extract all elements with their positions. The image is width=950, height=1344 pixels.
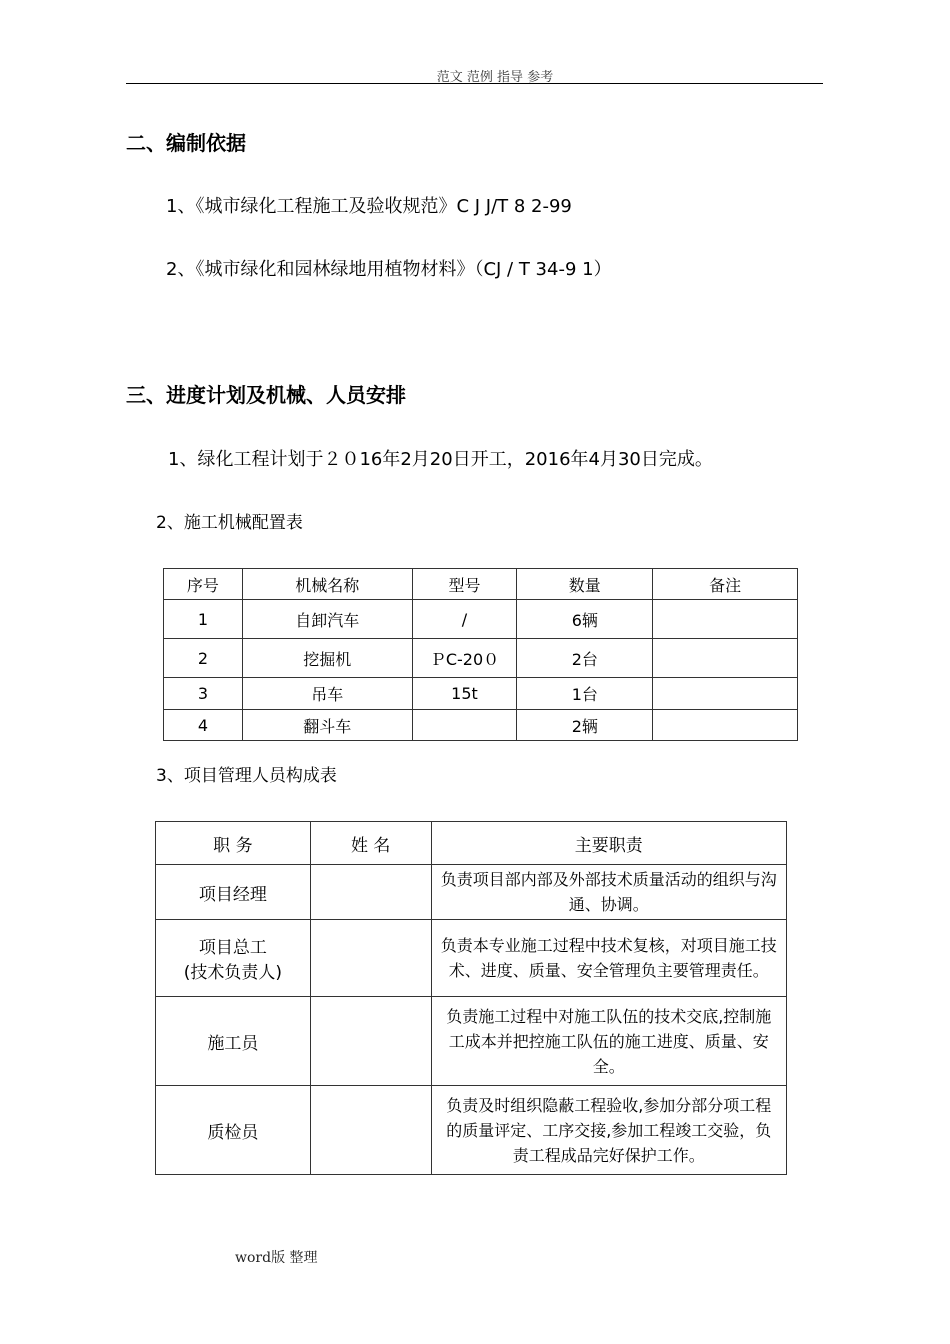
machine-config-table [163,568,798,741]
table-cell: ＰC-20０ [412,639,517,678]
schedule-text: 1、绿化工程计划于２０16年2月20日开工，2016年4月30日完成。 [168,449,713,470]
table-cell: 15t [412,678,517,710]
table-row [164,639,798,678]
duty-cell: 负责本专业施工过程中技术复核，对项目施工技术、进度、质量、安全管理负主要管理责任。 [431,920,786,997]
table-header-row [156,822,787,865]
page-footer-text: word版 整理 [235,1250,318,1266]
header-cell-machine-name: 机械名称 [242,569,412,600]
name-cell [310,1086,431,1175]
table-row [156,997,787,1086]
table-header-row [164,569,798,600]
header-cell-quantity: 数量 [517,569,653,600]
role-cell [156,920,311,997]
role-cell [156,865,311,920]
table-cell: 吊车 [242,678,412,710]
machine-table-caption: 2、施工机械配置表 [156,513,303,533]
section2-item-1: 1、《城市绿化工程施工及验收规范》C J J/T 8 2-99 [166,196,572,217]
header-cell-index: 序号 [164,569,243,600]
table-cell: / [412,600,517,639]
personnel-table-caption: 3、项目管理人员构成表 [156,766,337,786]
table-row [156,1086,787,1175]
table-cell: 2台 [517,639,653,678]
role-label: 质检员 [207,1122,259,1143]
header-rule [126,83,823,84]
section3-title: 三、进度计划及机械、人员安排 [126,383,406,407]
table-cell: 4 [164,710,243,741]
role-label: 项目经理 [198,884,267,905]
duty-cell: 负责项目部内部及外部技术质量活动的组织与沟通、协调。 [431,865,786,920]
duty-cell: 负责及时组织隐蔽工程验收,参加分部分项工程的质量评定、工序交接,参加工程竣工交验，负责工程成品完好保护工作。 [431,1086,786,1175]
table-cell: 挖掘机 [242,639,412,678]
section2-title: 二、编制依据 [126,131,246,155]
table-cell: 1台 [517,678,653,710]
personnel-table [155,821,787,1175]
table-cell [412,710,517,741]
role-label: 施工员 [207,1033,259,1054]
header-cell-duty: 主要职责 [431,822,786,865]
table-cell: 2 [164,639,243,678]
role-cell [156,997,311,1086]
table-cell [653,639,798,678]
table-cell [653,678,798,710]
header-cell-model: 型号 [412,569,517,600]
name-cell [310,865,431,920]
table-row [164,710,798,741]
page-header-text: 范文 范例 指导 参考 [436,70,554,85]
table-cell [653,600,798,639]
table-cell: 6辆 [517,600,653,639]
section2-item-2: 2、《城市绿化和园林绿地用植物材料》（CJ / T 34-9 1） [166,259,612,280]
table-cell: 翻斗车 [242,710,412,741]
name-cell [310,997,431,1086]
header-cell-role: 职 务 [156,822,311,865]
table-row [164,678,798,710]
name-cell [310,920,431,997]
table-row [164,600,798,639]
role-sublabel: (技术负责人) [183,963,282,983]
header-cell-remark: 备注 [653,569,798,600]
role-cell [156,1086,311,1175]
table-row [156,920,787,997]
duty-cell: 负责施工过程中对施工队伍的技术交底,控制施工成本并把控施工队伍的施工进度、质量、安全。 [431,997,786,1086]
header-cell-name: 姓 名 [310,822,431,865]
table-cell [653,710,798,741]
table-cell: 自卸汽车 [242,600,412,639]
table-cell: 3 [164,678,243,710]
table-cell: 2辆 [517,710,653,741]
table-cell: 1 [164,600,243,639]
role-label: 项目总工 [198,938,267,958]
table-row [156,865,787,920]
